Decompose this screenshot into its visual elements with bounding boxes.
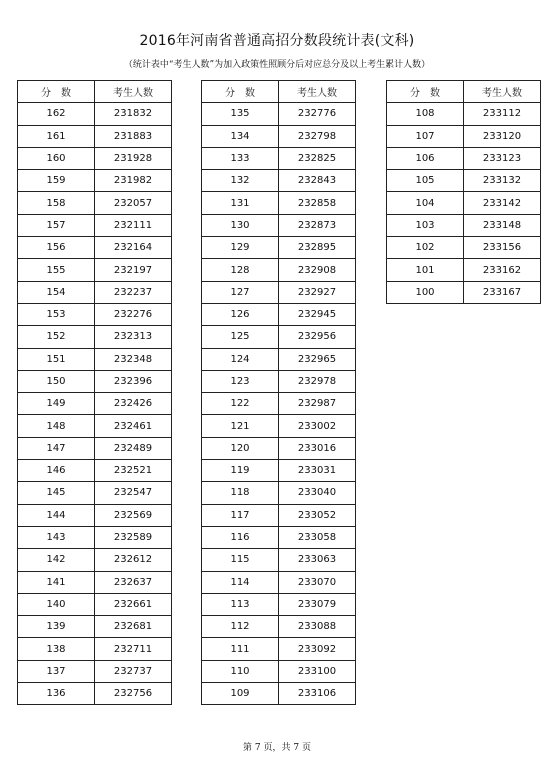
count-cell: 233106 xyxy=(279,683,356,705)
count-cell: 232547 xyxy=(95,482,172,504)
count-cell: 232276 xyxy=(95,303,172,325)
table-row xyxy=(18,192,172,214)
score-cell: 154 xyxy=(18,281,95,303)
table-row xyxy=(387,281,541,303)
table-row xyxy=(18,170,172,192)
count-cell: 232111 xyxy=(95,214,172,236)
count-cell: 232589 xyxy=(95,526,172,548)
count-cell: 233058 xyxy=(279,526,356,548)
header-score: 分 数 xyxy=(18,81,95,103)
score-cell: 115 xyxy=(202,549,279,571)
count-cell: 231982 xyxy=(95,170,172,192)
count-cell: 231832 xyxy=(95,103,172,125)
count-cell: 232521 xyxy=(95,460,172,482)
score-cell: 118 xyxy=(202,482,279,504)
table-row xyxy=(18,237,172,259)
table-row xyxy=(18,393,172,415)
score-cell: 133 xyxy=(202,147,279,169)
table-row xyxy=(387,125,541,147)
table-row xyxy=(18,348,172,370)
score-cell: 117 xyxy=(202,504,279,526)
score-cell: 129 xyxy=(202,237,279,259)
table-row xyxy=(202,125,356,147)
table-row xyxy=(18,147,172,169)
header-score: 分 数 xyxy=(387,81,464,103)
score-cell: 134 xyxy=(202,125,279,147)
count-cell: 232313 xyxy=(95,326,172,348)
count-cell: 232569 xyxy=(95,504,172,526)
count-cell: 232489 xyxy=(95,437,172,459)
table-row xyxy=(202,638,356,660)
table-row xyxy=(202,437,356,459)
table-note: （统计表中“考生人数”为加入政策性照顾分后对应总分及以上考生累计人数） xyxy=(123,60,431,70)
header-count: 考生人数 xyxy=(464,81,541,103)
score-cell: 148 xyxy=(18,415,95,437)
score-cell: 144 xyxy=(18,504,95,526)
count-cell: 233156 xyxy=(464,237,541,259)
count-cell: 232612 xyxy=(95,549,172,571)
table-body xyxy=(387,103,541,304)
score-cell: 111 xyxy=(202,638,279,660)
table-row xyxy=(387,147,541,169)
score-cell: 119 xyxy=(202,460,279,482)
table-row xyxy=(18,281,172,303)
score-cell: 139 xyxy=(18,616,95,638)
score-cell: 120 xyxy=(202,437,279,459)
count-cell: 233112 xyxy=(464,103,541,125)
score-cell: 152 xyxy=(18,326,95,348)
table-row xyxy=(18,549,172,571)
count-cell: 232396 xyxy=(95,370,172,392)
count-cell: 232987 xyxy=(279,393,356,415)
score-cell: 147 xyxy=(18,437,95,459)
table-row xyxy=(18,125,172,147)
table-row xyxy=(202,415,356,437)
count-cell: 233079 xyxy=(279,593,356,615)
count-cell: 233016 xyxy=(279,437,356,459)
table-header-row xyxy=(387,81,541,103)
header-count: 考生人数 xyxy=(279,81,356,103)
score-cell: 155 xyxy=(18,259,95,281)
count-cell: 232164 xyxy=(95,237,172,259)
score-cell: 130 xyxy=(202,214,279,236)
count-cell: 232737 xyxy=(95,660,172,682)
score-cell: 156 xyxy=(18,237,95,259)
count-cell: 231883 xyxy=(95,125,172,147)
score-cell: 136 xyxy=(18,683,95,705)
table-row xyxy=(18,460,172,482)
score-cell: 123 xyxy=(202,370,279,392)
count-cell: 232426 xyxy=(95,393,172,415)
score-cell: 122 xyxy=(202,393,279,415)
score-cell: 146 xyxy=(18,460,95,482)
score-cell: 143 xyxy=(18,526,95,548)
score-cell: 138 xyxy=(18,638,95,660)
count-cell: 233070 xyxy=(279,571,356,593)
count-cell: 231928 xyxy=(95,147,172,169)
table-row xyxy=(202,460,356,482)
count-cell: 232637 xyxy=(95,571,172,593)
table-row xyxy=(387,259,541,281)
score-cell: 112 xyxy=(202,616,279,638)
count-cell: 232776 xyxy=(279,103,356,125)
table-row xyxy=(202,549,356,571)
score-cell: 128 xyxy=(202,259,279,281)
count-cell: 233132 xyxy=(464,170,541,192)
count-cell: 232057 xyxy=(95,192,172,214)
page-title: 2016年河南省普通高招分数段统计表(文科) xyxy=(139,33,415,49)
score-cell: 127 xyxy=(202,281,279,303)
count-cell: 233123 xyxy=(464,147,541,169)
table-row xyxy=(202,303,356,325)
count-cell: 232908 xyxy=(279,259,356,281)
table-row xyxy=(18,482,172,504)
count-cell: 233052 xyxy=(279,504,356,526)
score-cell: 161 xyxy=(18,125,95,147)
score-cell: 124 xyxy=(202,348,279,370)
table-body xyxy=(18,103,172,705)
table-row xyxy=(202,526,356,548)
score-cell: 100 xyxy=(387,281,464,303)
table-row xyxy=(387,103,541,125)
table-row xyxy=(202,192,356,214)
score-cell: 162 xyxy=(18,103,95,125)
count-cell: 232798 xyxy=(279,125,356,147)
count-cell: 232237 xyxy=(95,281,172,303)
table-row xyxy=(387,214,541,236)
score-cell: 141 xyxy=(18,571,95,593)
score-cell: 142 xyxy=(18,549,95,571)
score-cell: 113 xyxy=(202,593,279,615)
count-cell: 233142 xyxy=(464,192,541,214)
table-row xyxy=(202,214,356,236)
score-cell: 160 xyxy=(18,147,95,169)
table-row xyxy=(202,348,356,370)
score-cell: 132 xyxy=(202,170,279,192)
count-cell: 233092 xyxy=(279,638,356,660)
table-row xyxy=(18,259,172,281)
header-count: 考生人数 xyxy=(95,81,172,103)
table-row xyxy=(202,326,356,348)
score-table-1 xyxy=(17,80,172,705)
count-cell: 232348 xyxy=(95,348,172,370)
score-cell: 149 xyxy=(18,393,95,415)
count-cell: 233040 xyxy=(279,482,356,504)
score-cell: 104 xyxy=(387,192,464,214)
table-row xyxy=(202,103,356,125)
count-cell: 232756 xyxy=(95,683,172,705)
table-row xyxy=(387,170,541,192)
count-cell: 233162 xyxy=(464,259,541,281)
score-cell: 109 xyxy=(202,683,279,705)
table-row xyxy=(18,593,172,615)
table-row xyxy=(18,616,172,638)
score-cell: 114 xyxy=(202,571,279,593)
score-cell: 150 xyxy=(18,370,95,392)
table-body xyxy=(202,103,356,705)
table-header-row xyxy=(18,81,172,103)
table-row xyxy=(202,259,356,281)
score-cell: 158 xyxy=(18,192,95,214)
table-row xyxy=(18,526,172,548)
count-cell: 232681 xyxy=(95,616,172,638)
table-row xyxy=(202,393,356,415)
table-row xyxy=(202,660,356,682)
score-table-2 xyxy=(201,80,356,705)
score-cell: 102 xyxy=(387,237,464,259)
count-cell: 232873 xyxy=(279,214,356,236)
table-row xyxy=(18,638,172,660)
table-row xyxy=(202,571,356,593)
score-cell: 105 xyxy=(387,170,464,192)
table-header-row xyxy=(202,81,356,103)
header-score: 分 数 xyxy=(202,81,279,103)
table-row xyxy=(18,415,172,437)
table-row xyxy=(18,683,172,705)
table-row xyxy=(18,103,172,125)
score-cell: 157 xyxy=(18,214,95,236)
count-cell: 232843 xyxy=(279,170,356,192)
table-row xyxy=(202,482,356,504)
score-cell: 108 xyxy=(387,103,464,125)
score-cell: 125 xyxy=(202,326,279,348)
table-row xyxy=(18,326,172,348)
score-cell: 103 xyxy=(387,214,464,236)
score-cell: 145 xyxy=(18,482,95,504)
score-cell: 153 xyxy=(18,303,95,325)
table-row xyxy=(18,571,172,593)
count-cell: 233031 xyxy=(279,460,356,482)
table-row xyxy=(202,170,356,192)
score-cell: 137 xyxy=(18,660,95,682)
table-row xyxy=(18,214,172,236)
table-row xyxy=(202,237,356,259)
count-cell: 233063 xyxy=(279,549,356,571)
table-row xyxy=(202,147,356,169)
page-number: 第 7 页，共 7 页 xyxy=(243,743,311,753)
score-cell: 131 xyxy=(202,192,279,214)
table-row xyxy=(202,370,356,392)
count-cell: 232945 xyxy=(279,303,356,325)
count-cell: 233002 xyxy=(279,415,356,437)
table-row xyxy=(202,281,356,303)
score-cell: 121 xyxy=(202,415,279,437)
table-row xyxy=(18,303,172,325)
count-cell: 232858 xyxy=(279,192,356,214)
count-cell: 233100 xyxy=(279,660,356,682)
count-cell: 232965 xyxy=(279,348,356,370)
count-cell: 232197 xyxy=(95,259,172,281)
count-cell: 232825 xyxy=(279,147,356,169)
table-row xyxy=(202,504,356,526)
table-row xyxy=(18,437,172,459)
score-cell: 116 xyxy=(202,526,279,548)
score-cell: 159 xyxy=(18,170,95,192)
score-cell: 135 xyxy=(202,103,279,125)
table-row xyxy=(387,237,541,259)
score-cell: 140 xyxy=(18,593,95,615)
count-cell: 233088 xyxy=(279,616,356,638)
score-cell: 151 xyxy=(18,348,95,370)
count-cell: 232895 xyxy=(279,237,356,259)
count-cell: 232661 xyxy=(95,593,172,615)
score-table-3 xyxy=(386,80,541,304)
table-row xyxy=(18,504,172,526)
score-cell: 101 xyxy=(387,259,464,281)
score-cell: 126 xyxy=(202,303,279,325)
count-cell: 233120 xyxy=(464,125,541,147)
table-row xyxy=(18,370,172,392)
count-cell: 232956 xyxy=(279,326,356,348)
score-cell: 110 xyxy=(202,660,279,682)
count-cell: 233148 xyxy=(464,214,541,236)
table-row xyxy=(202,616,356,638)
table-row xyxy=(387,192,541,214)
count-cell: 233167 xyxy=(464,281,541,303)
count-cell: 232978 xyxy=(279,370,356,392)
table-row xyxy=(202,593,356,615)
count-cell: 232711 xyxy=(95,638,172,660)
table-row xyxy=(18,660,172,682)
score-cell: 106 xyxy=(387,147,464,169)
count-cell: 232461 xyxy=(95,415,172,437)
count-cell: 232927 xyxy=(279,281,356,303)
table-row xyxy=(202,683,356,705)
score-cell: 107 xyxy=(387,125,464,147)
